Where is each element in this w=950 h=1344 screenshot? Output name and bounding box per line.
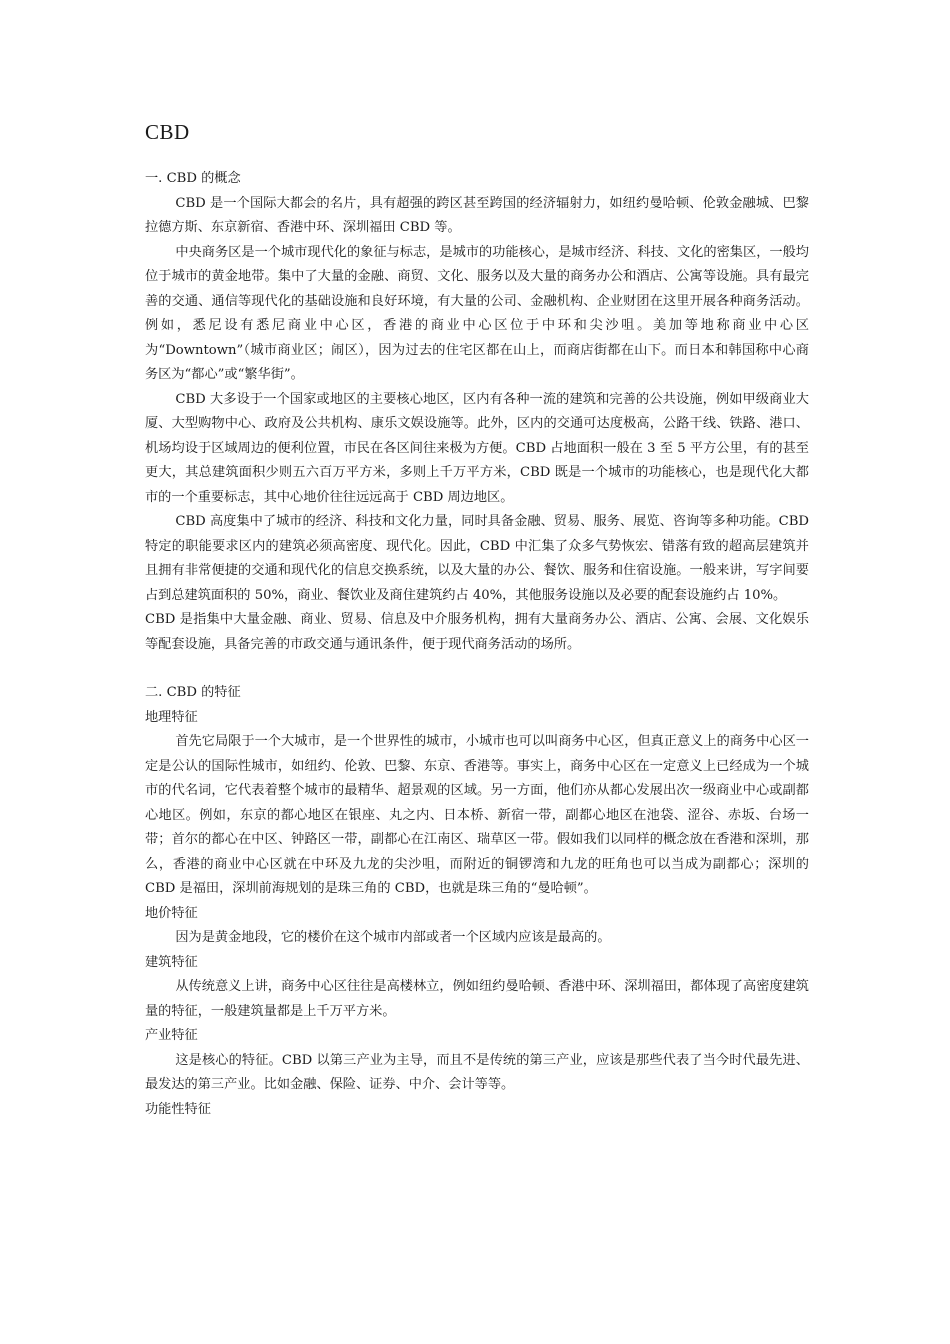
building-feature-label: 建筑特征 xyxy=(145,954,198,970)
industry-feature-label: 产业特征 xyxy=(145,1028,198,1043)
section1-closing-paragraph: CBD 是指集中大量金融、商业、贸易、信息及中介服务机构，拥有大量商务办公、酒店、公寓、会展、文化娱乐等配套设施，具备完善的市政交通与通讯条件，便于现代商务活动的场所。 xyxy=(145,612,809,652)
geo-feature-label: 地理特征 xyxy=(145,709,198,725)
section-spacer xyxy=(145,657,809,681)
section1-paragraph-1: CBD 是一个国际大都会的名片，具有超强的跨区甚至跨国的经济辐射力，如纽约曼哈顿、伦敦金融城、巴黎拉德方斯、东京新宿、香港中环、深圳福田 CBD 等。 xyxy=(145,195,809,235)
building-feature-text: 从传统意义上讲，商务中心区往往是高楼林立，例如纽约曼哈顿、香港中环、深圳福田，都体现了高密度建筑量的特征，一般建筑量都是上千万平方米。 xyxy=(145,979,809,1019)
section1-heading: 一. CBD 的概念 xyxy=(145,171,241,186)
price-feature-text: 因为是黄金地段，它的楼价在这个城市内部或者一个区域内应该是最高的。 xyxy=(175,930,611,945)
price-feature-label: 地价特征 xyxy=(145,905,198,921)
section1-paragraph-3: CBD 大多设于一个国家或地区的主要核心地区，区内有各种一流的建筑和完善的公共设施，例如甲级商业大厦、大型购物中心、政府及公共机构、康乐文娱设施等。此外，区内的交通可达度极高，公路干线、铁路、港口、机场均设于区域周边的便利位置，市民在各区间往来极为方便。CBD 占地面积一般在 3 至 5 平方公里，有的甚至更大，其总建筑面积少则五六百万平方米，多则上千万平方米，CBD 既是一个城市的功能核心，也是现代化大都市的一个重要标志，其中心地价往往远远高于 CBD 周边地区。 xyxy=(145,391,809,505)
document-page xyxy=(145,118,809,1122)
document-title: CBD xyxy=(145,120,190,144)
geo-feature-text: 首先它局限于一个大城市，是一个世界性的城市，小城市也可以叫商务中心区，但真正意义上的商务中心区一定是公认的国际性城市，如纽约、伦敦、巴黎、东京、香港等。事实上，商务中心区在一定意义上已经成为一个城市的代名词，它代表着整个城市的最精华、超景观的区域。另一方面，他们亦从都心发展出次一级商业中心或副都心地区。例如，东京的都心地区在银座、丸之内、日本桥、新宿一带，副都心地区在池袋、涩谷、赤坂、台场一带；首尔的都心在中区、钟路区一带，副都心在江南区、瑞草区一带。假如我们以同样的概念放在香港和深圳，那么，香港的商业中心区就在中环及九龙的尖沙咀，而附近的铜锣湾和九龙的旺角也可以当成为副都心；深圳的 CBD 是福田，深圳前海规划的是珠三角的 CBD，也就是珠三角的“曼哈顿”。 xyxy=(145,734,809,896)
industry-feature-text: 这是核心的特征。CBD 以第三产业为主导，而且不是传统的第三产业，应该是那些代表了当今时代最先进、最发达的第三产业。比如金融、保险、证券、中介、会计等等。 xyxy=(145,1052,809,1092)
section1-paragraph-2: 中央商务区是一个城市现代化的象征与标志，是城市的功能核心，是城市经济、科技、文化的密集区，一般均位于城市的黄金地带。集中了大量的金融、商贸、文化、服务以及大量的商务办公和酒店、公寓等设施。具有最完善的交通、通信等现代化的基础设施和良好环境，有大量的公司、金融机构、企业财团在这里开展各种商务活动。例如，悉尼设有悉尼商业中心区，香港的商业中心区位于中环和尖沙咀。美加等地称商业中心区为“Downtown”（城市商业区；闹区），因为过去的住宅区都在山上，而商店街都在山下。而日本和韩国称中心商务区为“都心”或“繁华街”。 xyxy=(145,244,809,382)
function-feature-label: 功能性特征 xyxy=(145,1101,211,1117)
section2-heading: 二. CBD 的特征 xyxy=(145,685,241,700)
section1-paragraph-4: CBD 高度集中了城市的经济、科技和文化力量，同时具备金融、贸易、服务、展览、咨询等多种功能。CBD 特定的职能要求区内的建筑必须高密度、现代化。因此，CBD 中汇集了众多气势恢宏、错落有致的超高层建筑并且拥有非常便捷的交通和现代化的信息交换系统，以及大量的办公、餐饮、服务和住宿设施。一般来讲，写字间要占到总建筑面积的 50%，商业、餐饮业及商住建筑约占 40%，其他服务设施以及必要的配套设施约占 10%。 xyxy=(145,514,809,603)
